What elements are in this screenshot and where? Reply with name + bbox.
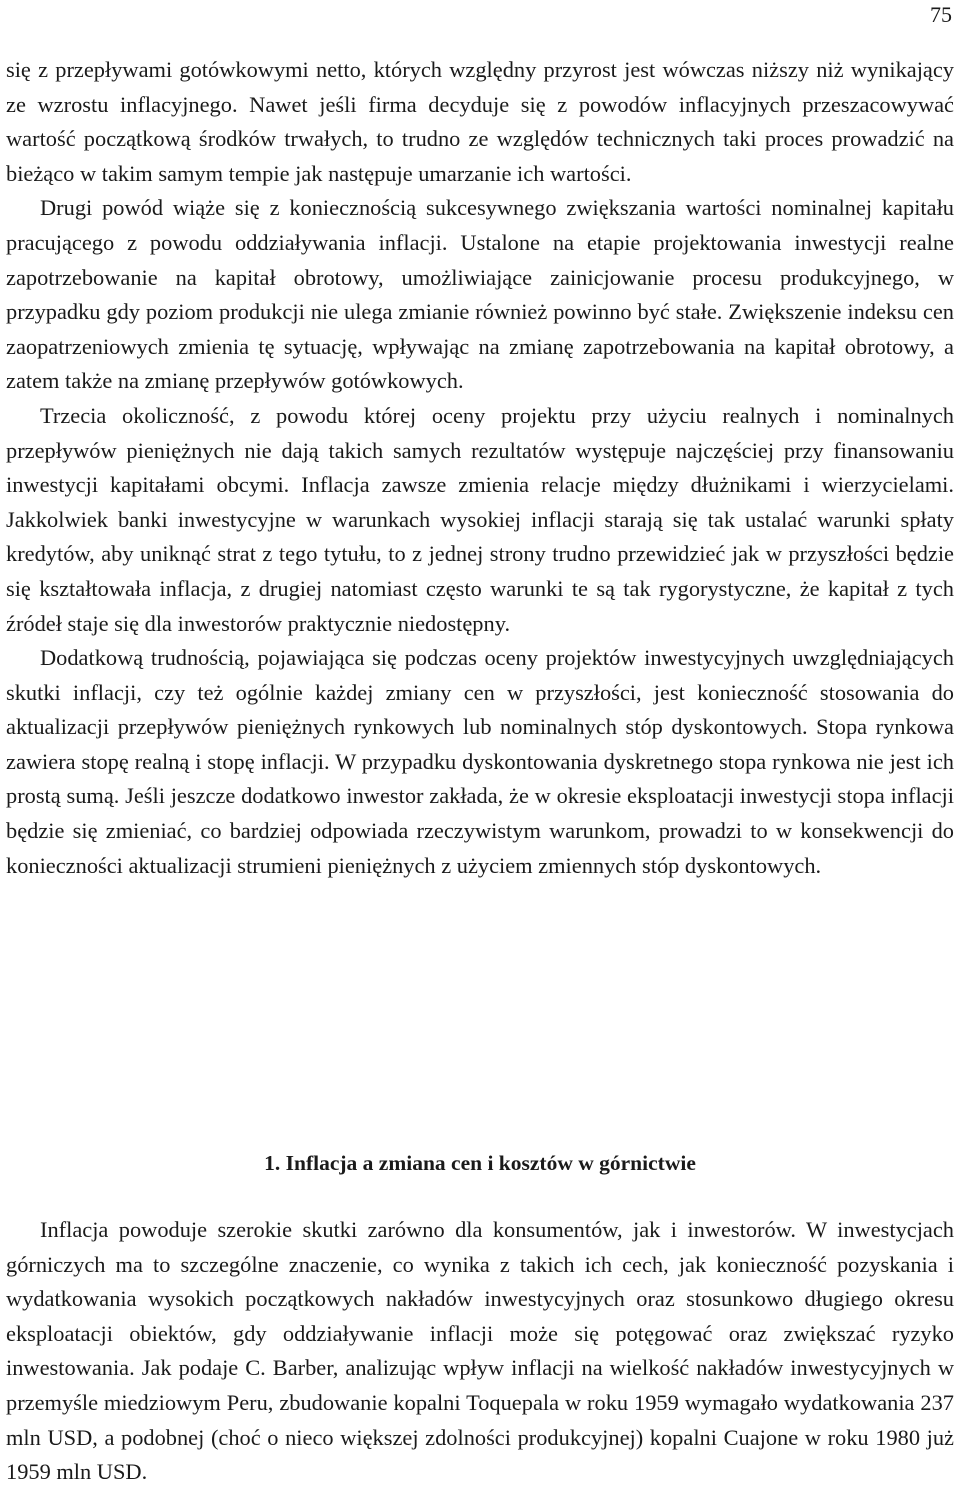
body-text-bottom bbox=[6, 1213, 954, 1490]
paragraph: Drugi powód wiąże się z koniecznością sukcesywnego zwiększania wartości nominalnej kapitału pracującego z powodu oddziaływania inflacji. Ustalone na etapie projektowania inwestycji realne zapotrzebowanie na kapitał obrotowy, umożliwiające zainicjowanie procesu produkcyjnego, w przypadku gdy poziom produkcji nie ulega zmianie również powinno być stałe. Zwiększenie indeksu cen zaopatrzeniowych zmienia tę sytuację, wpływając na zmianę zapotrzebowania na kapitał obrotowy, a zatem także na zmianę przepływów gotówkowych. bbox=[6, 195, 954, 394]
body-text-top bbox=[6, 53, 954, 883]
section-heading: 1. Inflacja a zmiana cen i kosztów w górnictwie bbox=[264, 1151, 696, 1175]
paragraph: Dodatkową trudnością, pojawiająca się podczas oceny projektów inwestycyjnych uwzględniających skutki inflacji, czy też ogólnie każdej zmiany cen w przyszłości, jest konieczność stosowania do aktualizacji przepływów pieniężnych rynkowych lub nominalnych stóp dyskontowych. Stopa rynkowa zawiera stopę realną i stopę inflacji. W przypadku dyskontowania dyskretnego stopa rynkowa nie jest ich prostą sumą. Jeśli jeszcze dodatkowo inwestor zakłada, że w okresie eksploatacji inwestycji stopa inflacji będzie się zmieniać, co bardziej odpowiada rzeczywistym warunkom, prowadzi to w konsekwencji do konieczności aktualizacji strumieni pieniężnych z użyciem zmiennych stóp dyskontowych. bbox=[6, 645, 954, 878]
paragraph: Inflacja powoduje szerokie skutki zarówno dla konsumentów, jak i inwestorów. W inwestycjach górniczych ma to szczególne znaczenie, co wynika z takich ich cech, jak konieczność pozyskania i wydatkowania wysokich początkowych nakładów inwestycyjnych oraz stosunkowo długiego okresu eksploatacji obiektów, gdy oddziaływanie inflacji może się potęgować oraz zwiększać ryzyko inwestowania. Jak podaje C. Barber, analizując wpływ inflacji na wielkość nakładów inwestycyjnych w przemyśle miedziowym Peru, zbudowanie kopalni Toquepala w roku 1959 wymagało wydatkowania 237 mln USD, a podobnej (choć o nieco większej zdolności produkcyjnej) kopalni Cuajone w roku 1980 już 1959 mln USD. bbox=[6, 1217, 954, 1485]
page-number: 75 bbox=[930, 2, 952, 27]
paragraph-continued: się z przepływami gotówkowymi netto, których względny przyrost jest wówczas niższy niż wynikający ze wzrostu inflacyjnego. Nawet jeśli firma decyduje się z powodów inflacyjnych przeszacowywać wartość początkową środków trwałych, to trudno ze względów technicznych taki proces prowadzić na bieżąco w takim samym tempie jak następuje umarzanie ich wartości. bbox=[6, 57, 954, 186]
paragraph: Trzecia okoliczność, z powodu której oceny projektu przy użyciu realnych i nominalnych przepływów pieniężnych nie dają takich samych rezultatów występuje najczęściej przy finansowaniu inwestycji kapitałami obcymi. Inflacja zawsze zmienia relacje między dłużnikami i wierzycielami. Jakkolwiek banki inwestycyjne w warunkach wysokiej inflacji starają się tak ustalać warunki spłaty kredytów, aby uniknąć strat z tego tytułu, to z jednej strony trudno przewidzieć jak w przyszłości będzie się kształtowała inflacja, z drugiej natomiast często warunki te są tak rygorystyczne, że kapitał z tych źródeł staje się dla inwestorów praktycznie niedostępny. bbox=[6, 402, 954, 636]
